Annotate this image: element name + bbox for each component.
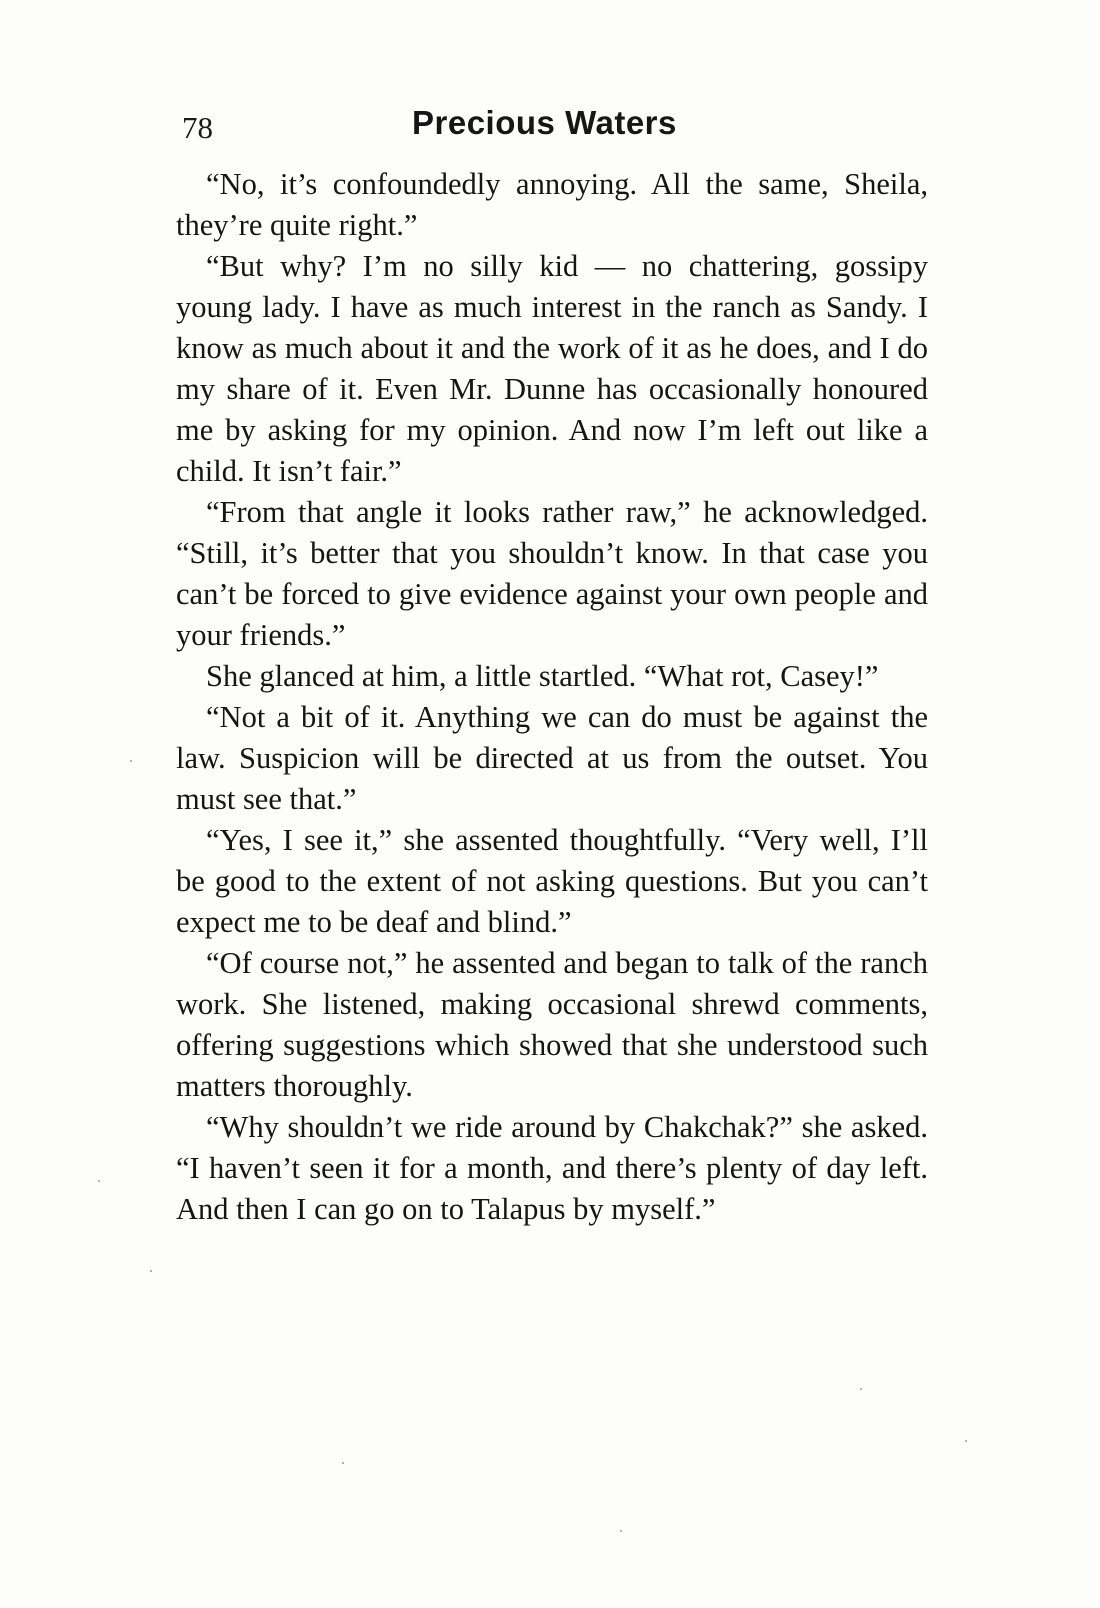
scan-speck [130,760,132,762]
paragraph: “From that angle it looks rather raw,” he acknowledged. “Still, it’s better that you shouldn’t know. In that case you can’t be forced to give evidence against your own people and your friends.” [176,495,928,652]
scan-speck [98,1180,100,1182]
page-header [182,102,922,152]
body-text [176,164,928,1230]
scan-speck [860,1388,862,1390]
paragraph: “But why? I’m no silly kid — no chattering, gossipy young lady. I have as much interest in the ranch as Sandy. I know as much about it and the work of it as he does, and I do my share of it. Even Mr. Dunne has occasionally honoured me by asking for my opinion. And now I’m left out like a child. It isn’t fair.” [176,249,928,488]
scan-speck [150,1270,152,1272]
scan-speck [620,1530,622,1532]
scan-speck [342,1462,344,1464]
paragraph: “Yes, I see it,” she assented thoughtfully. “Very well, I’ll be good to the extent of not asking questions. But you can’t expect me to be deaf and blind.” [176,823,928,939]
paragraph: “Why shouldn’t we ride around by Chakchak?” she asked. “I haven’t seen it for a month, and there’s plenty of day left. And then I can go on to Talapus by myself.” [176,1110,928,1226]
paragraph: “No, it’s confoundedly annoying. All the same, Sheila, they’re quite right.” [176,167,928,242]
paragraph: She glanced at him, a little startled. “What rot, Casey!” [206,659,879,693]
page-number: 78 [182,110,213,145]
paragraph: “Of course not,” he assented and began to talk of the ranch work. She listened, making occasional shrewd comments, offering suggestions which showed that she understood such matters thoroughly. [176,946,928,1103]
scan-speck [965,1440,967,1442]
running-title: Precious Waters [412,104,677,141]
paragraph: “Not a bit of it. Anything we can do must be against the law. Suspicion will be directed at us from the outset. You must see that.” [176,700,928,816]
